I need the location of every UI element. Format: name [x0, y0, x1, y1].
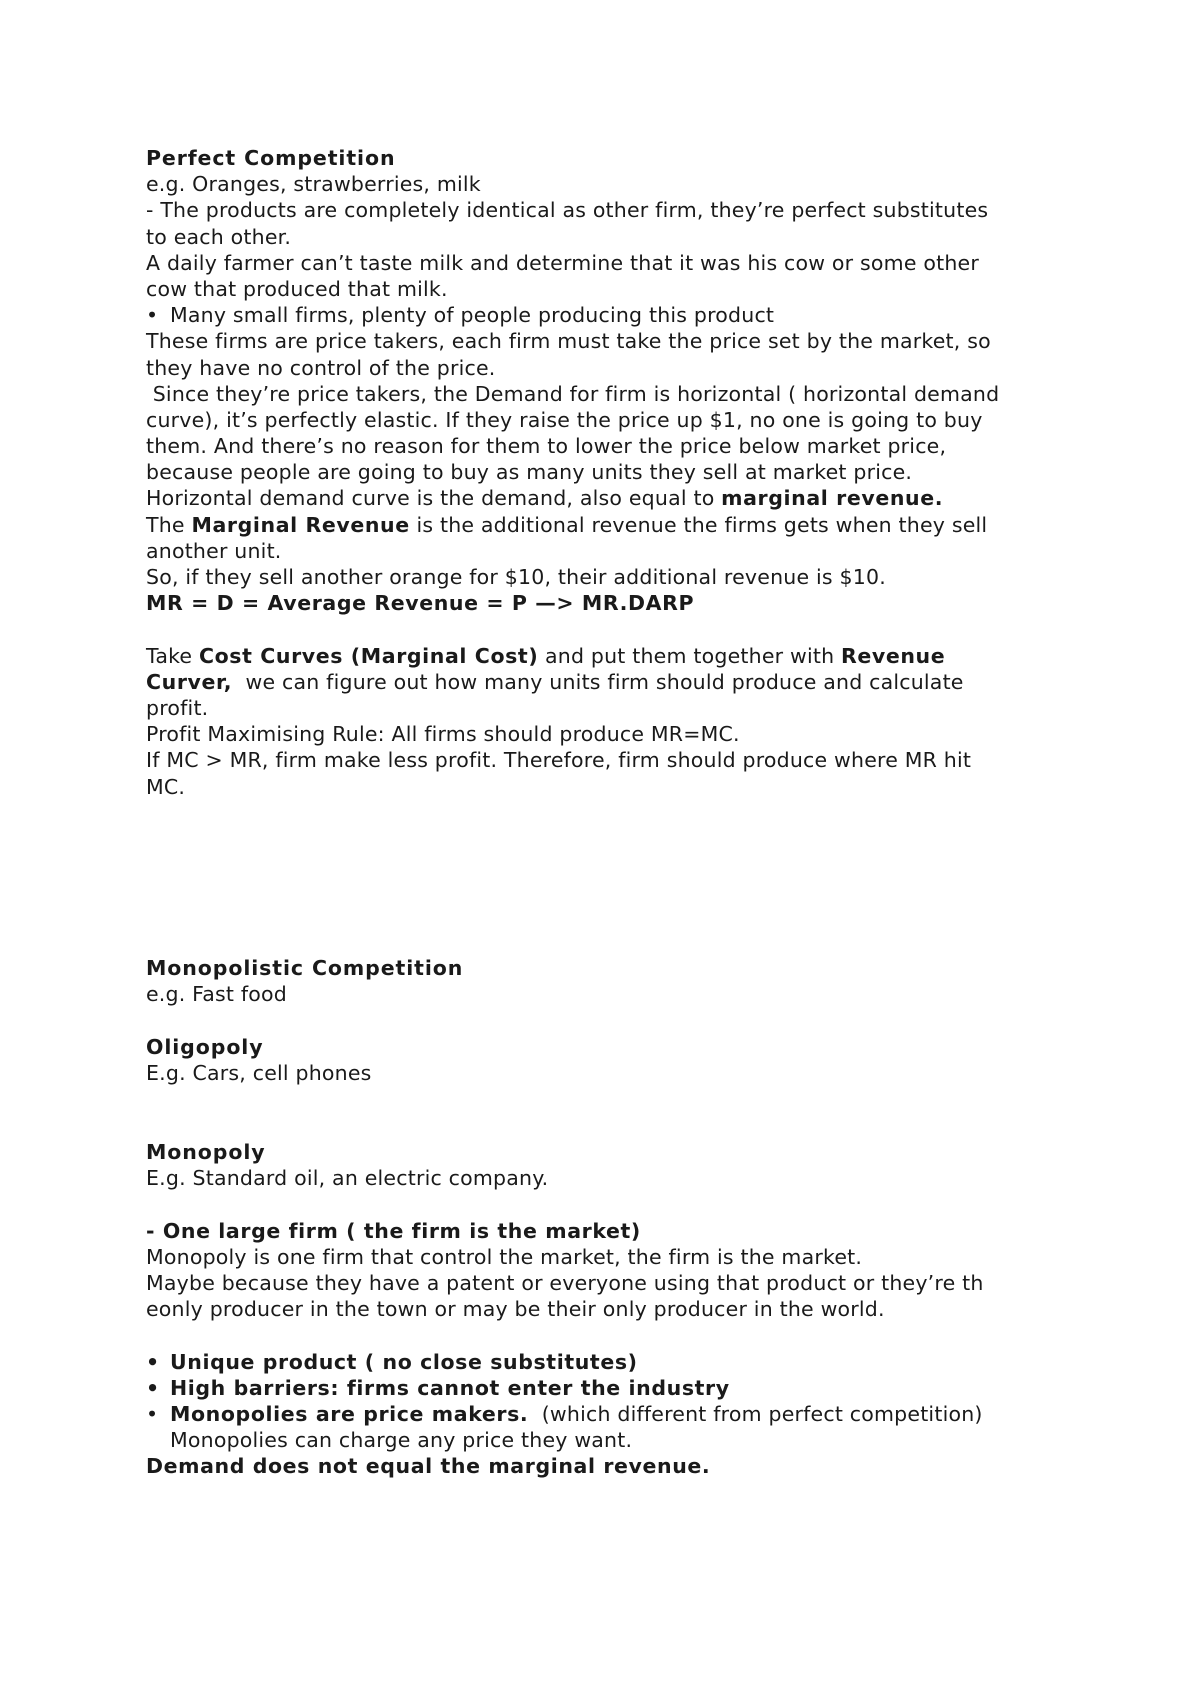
blank-line — [146, 616, 1086, 642]
bullet-icon: • — [146, 1401, 159, 1426]
text-line: they have no control of the price. — [146, 355, 496, 380]
blank-line — [146, 1191, 1086, 1217]
bullet-continuation: Monopolies can charge any price they want. — [170, 1428, 633, 1453]
section-oligopoly — [146, 1034, 1086, 1086]
text-line — [146, 669, 1086, 695]
bullet-text: Many small firms, plenty of people producing this product — [170, 303, 775, 328]
text-line: e.g. Oranges, strawberries, milk — [146, 172, 481, 197]
bullet-item — [146, 1401, 1086, 1427]
text-line: Maybe because they have a patent or everyone using that product or they’re th — [146, 1270, 984, 1295]
text-line: E.g. Cars, cell phones — [146, 1061, 372, 1086]
bullet-item — [146, 1349, 1086, 1375]
text-line: them. And there’s no reason for them to lower the price below market price, — [146, 434, 947, 459]
text-run: (which different from perfect competition) — [528, 1401, 983, 1426]
section-perfect-competition — [146, 145, 1086, 800]
text-line: So, if they sell another orange for $10, their additional revenue is $10. — [146, 565, 886, 589]
emphasis-curver: Curver, — [146, 669, 233, 694]
text-run: The — [146, 512, 192, 537]
bullet-icon: • — [146, 303, 159, 328]
text-run: is the additional revenue the firms gets when they sell — [409, 512, 988, 537]
text-line: another unit. — [146, 538, 282, 563]
text-run: Horizontal demand curve is the demand, also equal to — [146, 486, 722, 511]
emphasis-marginal-revenue: marginal revenue. — [721, 486, 944, 511]
heading-monopolistic-competition: Monopolistic Competition — [146, 956, 464, 980]
text-line: E.g. Standard oil, an electric company. — [146, 1166, 549, 1191]
text-line: curve), it’s perfectly elastic. If they raise the price up $1, no one is going to buy — [146, 407, 983, 432]
bullet-item — [146, 302, 1086, 328]
conclusion-demand-not-mr: Demand does not equal the marginal revenue. — [146, 1454, 711, 1479]
emphasis-cost-curves: Cost Curves (Marginal Cost) — [198, 643, 539, 668]
text-line: A daily farmer can’t taste milk and determine that it was his cow or some other — [146, 250, 979, 275]
emphasis-revenue: Revenue — [841, 643, 946, 668]
text-line: Profit Maximising Rule: All firms should produce MR=MC. — [146, 722, 740, 747]
text-line: Monopoly is one firm that control the market, the firm is the market. — [146, 1244, 863, 1269]
text-line: e.g. Fast food — [146, 982, 287, 1007]
bullet-icon: • — [146, 1349, 160, 1374]
bullet-text: High barriers: firms cannot enter the industry — [170, 1375, 730, 1400]
text-line — [146, 512, 1086, 538]
bullet-item — [146, 1375, 1086, 1401]
emphasis-marginal-revenue-term: Marginal Revenue — [191, 512, 410, 537]
text-line: MC. — [146, 774, 186, 799]
section-monopolistic-competition — [146, 955, 1086, 1007]
text-line: eonly producer in the town or may be their only producer in the world. — [146, 1297, 885, 1322]
section-monopoly — [146, 1139, 1086, 1479]
text-run: we can figure out how many units firm should produce and calculate — [232, 669, 964, 694]
text-run: and put them together with — [538, 643, 841, 668]
blank-line — [146, 1322, 1086, 1348]
bullet-text: Unique product ( no close substitutes) — [170, 1349, 638, 1374]
bullet-text: Monopolies are price makers. — [170, 1401, 529, 1426]
text-line: cow that produced that milk. — [146, 276, 448, 301]
text-line: profit. — [146, 695, 209, 720]
bullet-icon: • — [146, 1375, 160, 1400]
text-line — [146, 643, 1086, 669]
text-line: If MC > MR, firm make less profit. Therefore, firm should produce where MR hit — [146, 748, 972, 773]
heading-oligopoly: Oligopoly — [146, 1035, 264, 1059]
formula-mr-darp: MR = D = Average Revenue = P —> MR.DARP — [146, 591, 695, 616]
text-line: Since they’re price takers, the Demand for firm is horizontal ( horizontal demand — [146, 381, 1000, 406]
text-line: to each other. — [146, 224, 292, 249]
heading-perfect-competition: Perfect Competition — [146, 146, 396, 170]
text-line: because people are going to buy as many units they sell at market price. — [146, 460, 913, 485]
text-line: These firms are price takers, each firm must take the price set by the market, so — [146, 329, 991, 354]
heading-monopoly: Monopoly — [146, 1140, 266, 1164]
point-one-large-firm: - One large firm ( the firm is the market) — [146, 1218, 641, 1243]
text-run: Take — [146, 643, 199, 668]
text-line — [146, 485, 1086, 511]
text-line: - The products are completely identical as other firm, they’re perfect substitutes — [146, 198, 989, 223]
